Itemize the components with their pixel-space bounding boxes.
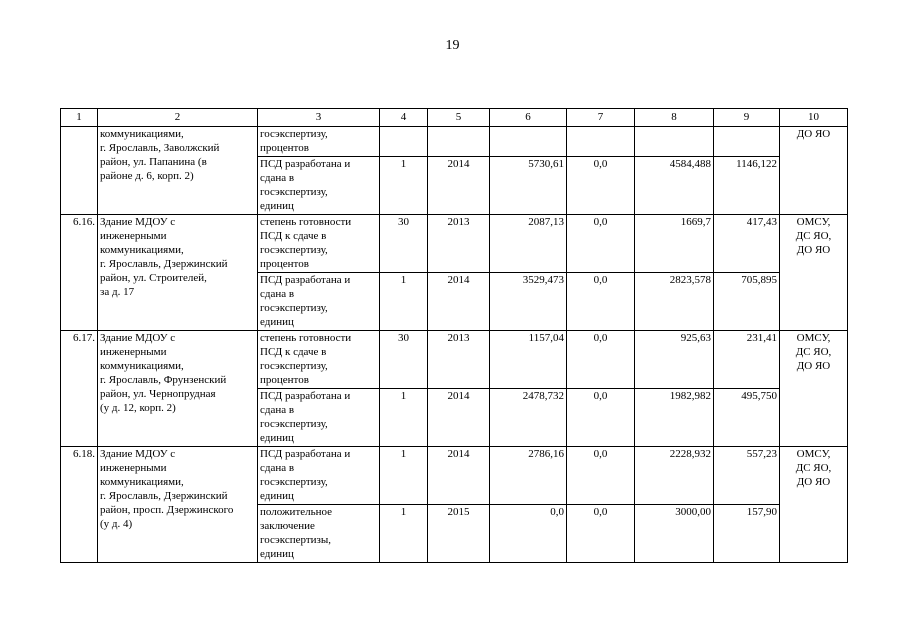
federal-amount: 0,0 xyxy=(567,273,635,331)
federal-amount: 0,0 xyxy=(567,389,635,447)
header-cell: 9 xyxy=(714,109,780,127)
federal-amount: 0,0 xyxy=(567,505,635,563)
total-amount: 0,0 xyxy=(490,505,567,563)
regional-amount: 1982,982 xyxy=(635,389,714,447)
total-amount: 3529,473 xyxy=(490,273,567,331)
indicator-value: 1 xyxy=(380,273,428,331)
year-cell: 2014 xyxy=(428,157,490,215)
indicator-name: степень готовности ПСД к сдаче в госэкспертизу, процентов xyxy=(258,215,380,273)
local-amount: 705,895 xyxy=(714,273,780,331)
regional-amount xyxy=(635,127,714,157)
regional-amount: 1669,7 xyxy=(635,215,714,273)
header-cell: 8 xyxy=(635,109,714,127)
table-row xyxy=(61,331,848,389)
federal-amount xyxy=(567,127,635,157)
table-row xyxy=(61,127,848,157)
indicator-name: ПСД разработана и сдана в госэкспертизу, единиц xyxy=(258,389,380,447)
executor-cell: ОМСУ, ДС ЯО, ДО ЯО xyxy=(780,215,848,331)
total-amount: 5730,61 xyxy=(490,157,567,215)
total-amount xyxy=(490,127,567,157)
indicator-name: положительное заключение госэкспертизы, единиц xyxy=(258,505,380,563)
header-cell: 7 xyxy=(567,109,635,127)
table-row xyxy=(61,215,848,273)
header-cell: 6 xyxy=(490,109,567,127)
total-amount: 2087,13 xyxy=(490,215,567,273)
local-amount: 231,41 xyxy=(714,331,780,389)
year-cell xyxy=(428,127,490,157)
local-amount: 157,90 xyxy=(714,505,780,563)
federal-amount: 0,0 xyxy=(567,215,635,273)
indicator-name: ПСД разработана и сдана в госэкспертизу, единиц xyxy=(258,447,380,505)
executor-cell: ДО ЯО xyxy=(780,127,848,215)
year-cell: 2013 xyxy=(428,215,490,273)
indicator-value: 1 xyxy=(380,447,428,505)
local-amount: 495,750 xyxy=(714,389,780,447)
header-row xyxy=(61,109,848,127)
federal-amount: 0,0 xyxy=(567,157,635,215)
header-cell: 1 xyxy=(61,109,98,127)
year-cell: 2014 xyxy=(428,389,490,447)
regional-amount: 2823,578 xyxy=(635,273,714,331)
indicator-name: госэкспертизу, процентов xyxy=(258,127,380,157)
header-cell: 10 xyxy=(780,109,848,127)
federal-amount: 0,0 xyxy=(567,447,635,505)
local-amount: 557,23 xyxy=(714,447,780,505)
indicator-value: 30 xyxy=(380,215,428,273)
indicator-value: 1 xyxy=(380,157,428,215)
program-table xyxy=(60,108,848,563)
total-amount: 1157,04 xyxy=(490,331,567,389)
year-cell: 2013 xyxy=(428,331,490,389)
indicator-value: 30 xyxy=(380,331,428,389)
object-name: Здание МДОУ с инженерными коммуникациями, г. Ярославль, Дзержинский район, ул. Строителей, за д. 17 xyxy=(98,215,258,331)
regional-amount: 2228,932 xyxy=(635,447,714,505)
row-number: 6.17. xyxy=(61,331,98,447)
regional-amount: 3000,00 xyxy=(635,505,714,563)
local-amount: 1146,122 xyxy=(714,157,780,215)
total-amount: 2786,16 xyxy=(490,447,567,505)
local-amount: 417,43 xyxy=(714,215,780,273)
object-name: коммуникациями, г. Ярославль, Заволжский район, ул. Папанина (в районе д. 6, корп. 2) xyxy=(98,127,258,215)
page-number: 19 xyxy=(445,38,460,53)
header-cell: 2 xyxy=(98,109,258,127)
table-body xyxy=(61,109,848,563)
row-number: 6.18. xyxy=(61,447,98,563)
indicator-value xyxy=(380,127,428,157)
year-cell: 2014 xyxy=(428,273,490,331)
executor-cell: ОМСУ, ДС ЯО, ДО ЯО xyxy=(780,447,848,563)
executor-cell: ОМСУ, ДС ЯО, ДО ЯО xyxy=(780,331,848,447)
regional-amount: 4584,488 xyxy=(635,157,714,215)
header-cell: 3 xyxy=(258,109,380,127)
object-name: Здание МДОУ с инженерными коммуникациями, г. Ярославль, Фрунзенский район, ул. Чернопрудная (у д. 12, корп. 2) xyxy=(98,331,258,447)
federal-amount: 0,0 xyxy=(567,331,635,389)
header-cell: 5 xyxy=(428,109,490,127)
year-cell: 2014 xyxy=(428,447,490,505)
row-number xyxy=(61,127,98,215)
row-number: 6.16. xyxy=(61,215,98,331)
indicator-name: ПСД разработана и сдана в госэкспертизу, единиц xyxy=(258,273,380,331)
indicator-value: 1 xyxy=(380,505,428,563)
indicator-value: 1 xyxy=(380,389,428,447)
object-name: Здание МДОУ с инженерными коммуникациями, г. Ярославль, Дзержинский район, просп. Дзержинского (у д. 4) xyxy=(98,447,258,563)
year-cell: 2015 xyxy=(428,505,490,563)
total-amount: 2478,732 xyxy=(490,389,567,447)
indicator-name: степень готовности ПСД к сдаче в госэкспертизу, процентов xyxy=(258,331,380,389)
table-row xyxy=(61,447,848,505)
indicator-name: ПСД разработана и сдана в госэкспертизу, единиц xyxy=(258,157,380,215)
header-cell: 4 xyxy=(380,109,428,127)
local-amount xyxy=(714,127,780,157)
regional-amount: 925,63 xyxy=(635,331,714,389)
